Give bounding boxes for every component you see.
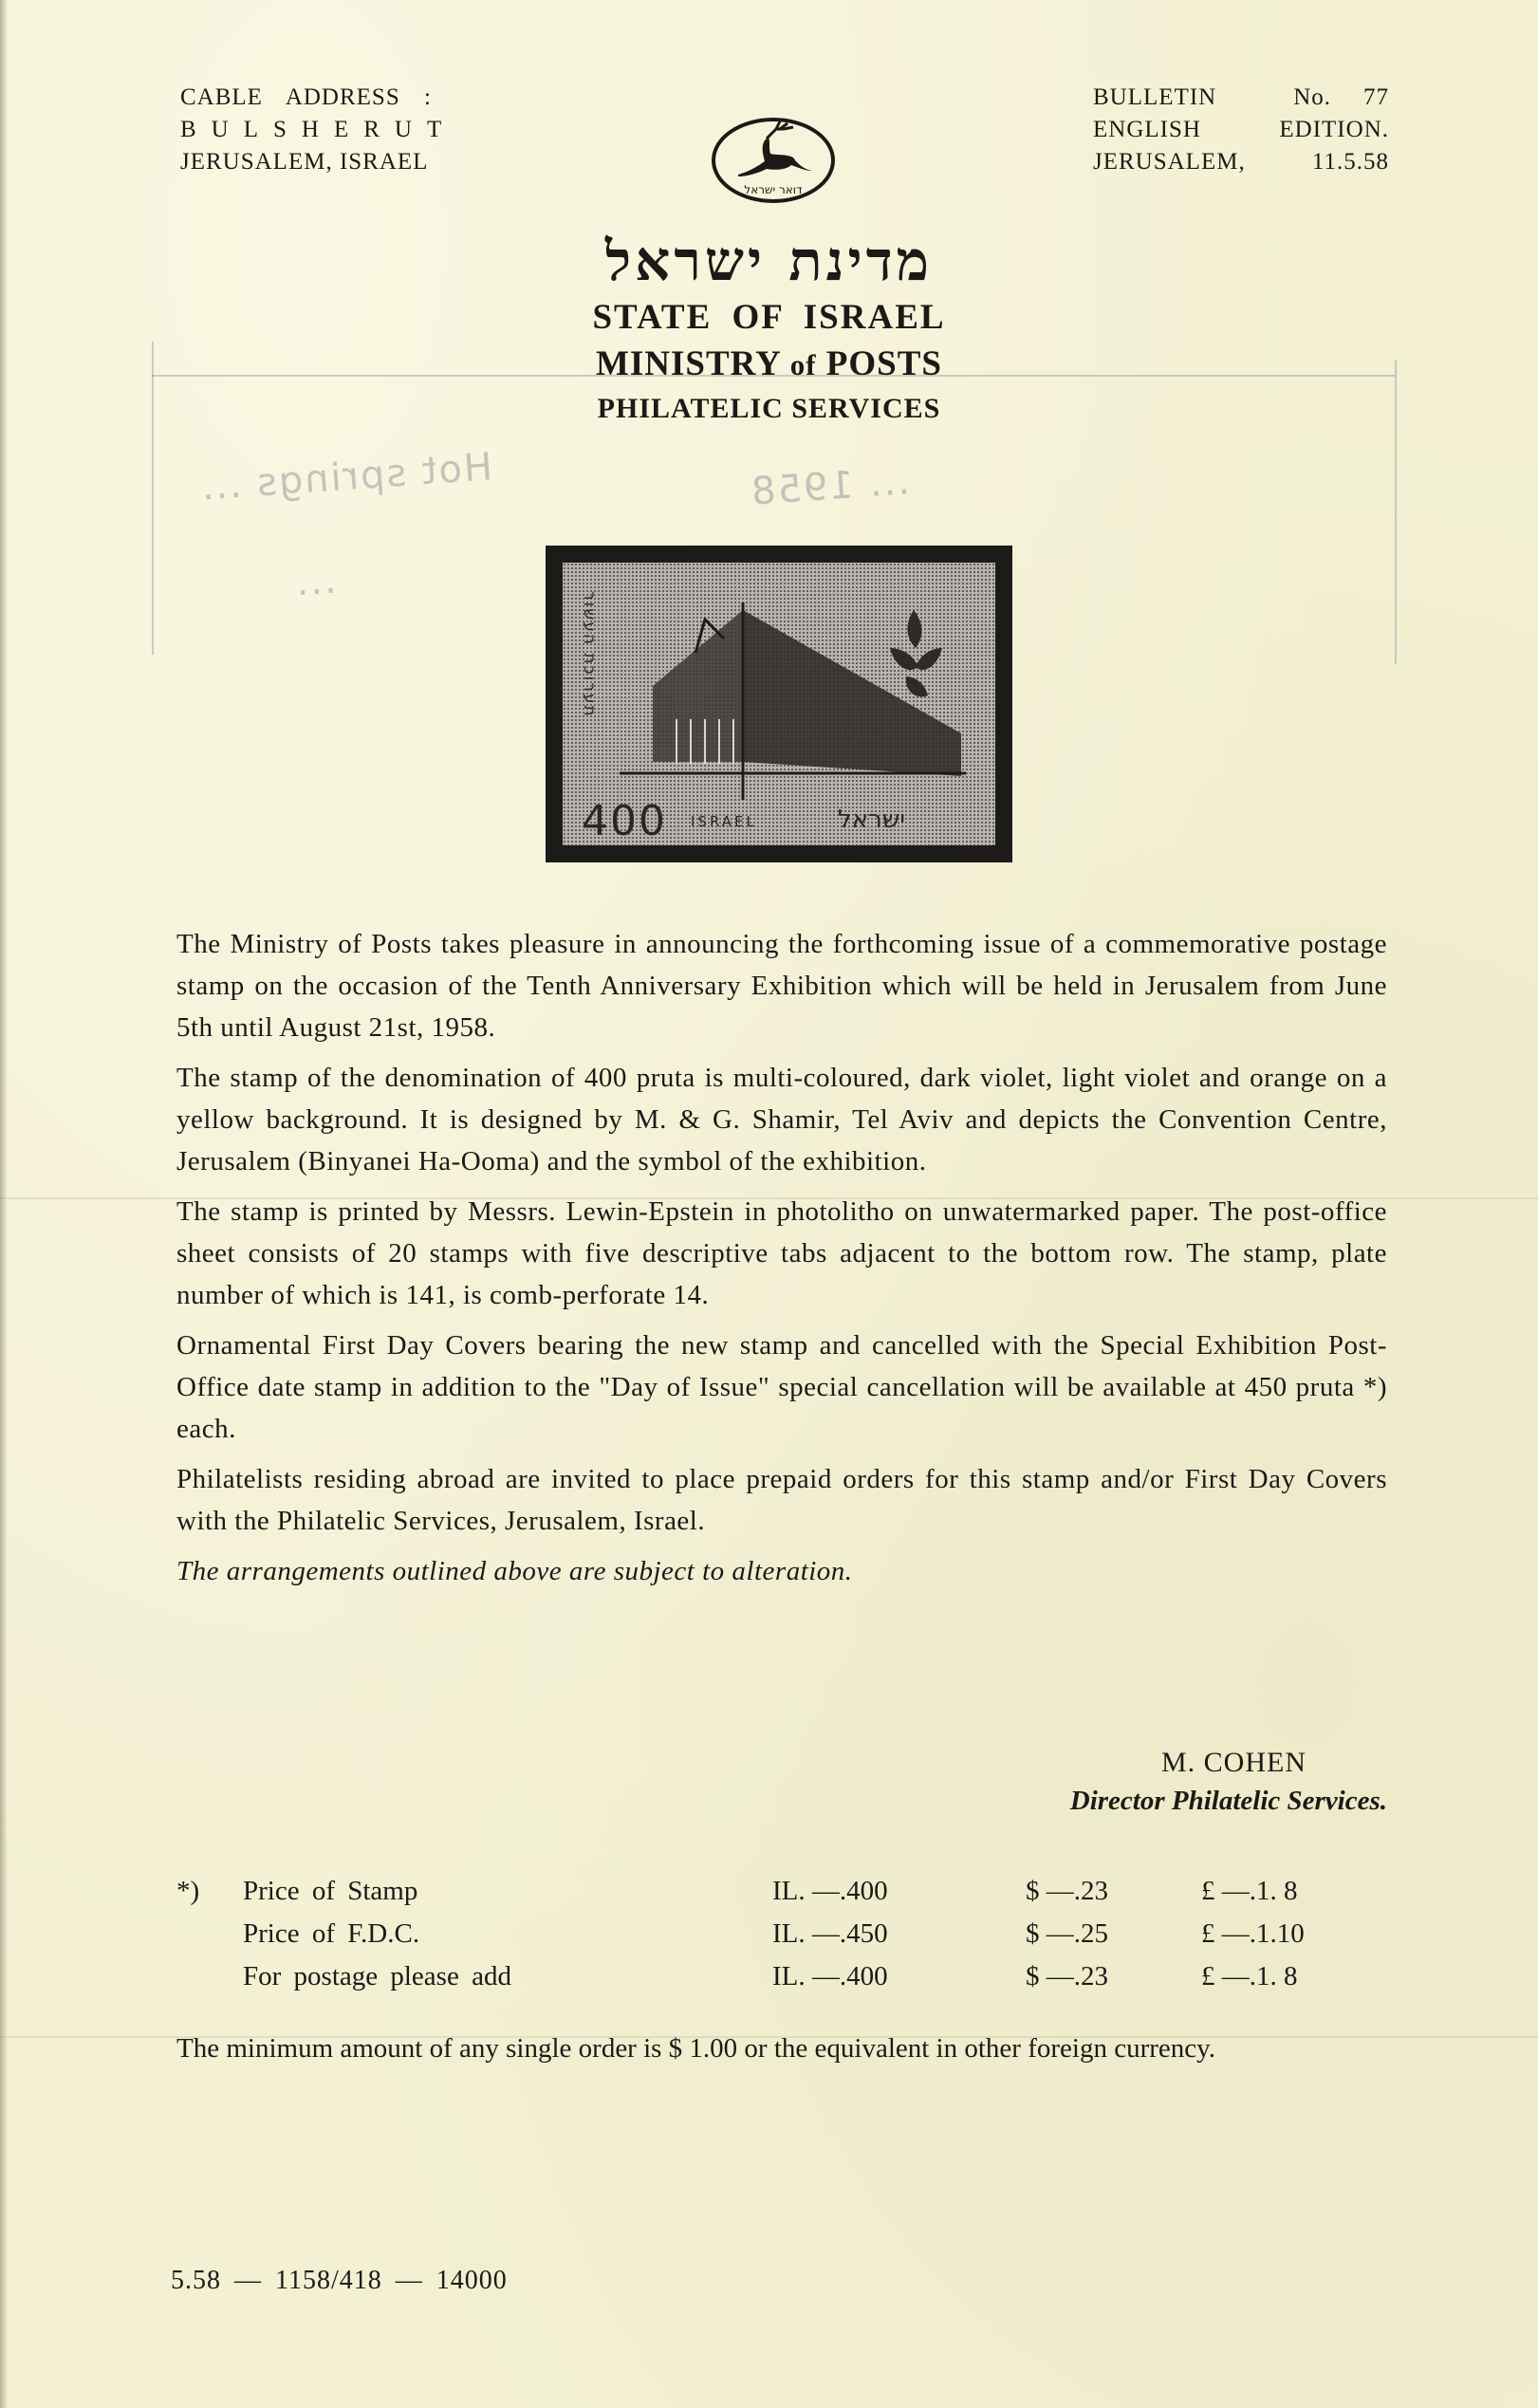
price-row — [176, 1918, 1387, 1961]
paragraph-description: The stamp of the denomination of 400 pruta is multi-coloured, dark violet, light violet and orange on a yellow background. It is designed by M. & G. Shamir, Tel Aviv and depicts the Convention Centre, Jerusalem (Binyanei Ha-Ooma) and the symbol of the exhibition. — [176, 1063, 1387, 1176]
ministry-of: of — [789, 348, 817, 381]
ministry-word: MINISTRY — [595, 344, 781, 383]
price-row — [176, 1961, 1387, 2004]
paragraph-announcement: The Ministry of Posts takes pleasure in announcing the forthcoming issue of a commemorative postage stamp on the occasion of the Tenth Anniversary Exhibition which will be held in Jerusalem from June 5th until August 21st, 1958. — [176, 929, 1387, 1043]
philatelic-services-title: PHILATELIC SERVICES — [597, 393, 941, 424]
price-usd: $ —.25 — [1026, 1918, 1108, 1949]
bulletin-info-block — [1093, 82, 1389, 178]
postal-deer-emblem-icon — [710, 116, 837, 205]
stamp-illustration — [546, 546, 1012, 862]
price-usd: $ —.23 — [1026, 1961, 1108, 1991]
pencil-line-right — [1395, 361, 1397, 664]
state-title: STATE OF ISRAEL — [592, 298, 946, 337]
bulletin-date: 11.5.58 — [1311, 149, 1389, 175]
signatory-name: M. COHEN — [1160, 1747, 1306, 1778]
signature-block — [949, 1744, 1387, 1820]
paragraph-orders-abroad: Philatelists residing abroad are invited to place prepaid orders for this stamp and/or First Day Covers with the Philatelic Services, Jerusalem, Israel. — [176, 1464, 1387, 1536]
stamp-face — [563, 563, 995, 845]
price-gbp: £ —.1.10 — [1201, 1918, 1305, 1949]
bleed-through-note: ... 1958 — [748, 459, 912, 514]
hebrew-title: מדינת ישראל — [604, 229, 934, 293]
bulletin-city: JERUSALEM, — [1093, 149, 1246, 175]
price-gbp: £ —.1. 8 — [1201, 1961, 1298, 1991]
announcement-body — [176, 923, 1387, 1601]
ministry-posts: POSTS — [825, 344, 942, 383]
bulletin-no-label: No. — [1293, 84, 1331, 110]
stamp-country: ISRAEL — [691, 813, 757, 830]
disclaimer: The arrangements outlined above are subject to alteration. — [176, 1556, 853, 1586]
signatory-title: Director Philatelic Services. — [1069, 1786, 1387, 1816]
stamp-side-inscription: תערוכת העשור — [580, 591, 599, 718]
edition-language: ENGLISH — [1093, 117, 1201, 142]
stamp-country-hebrew: ישראל — [838, 806, 906, 834]
cable-address-city: JERUSALEM, ISRAEL — [180, 149, 429, 175]
edition-row — [1093, 114, 1389, 146]
bulletin-number-row — [1093, 82, 1389, 114]
footnote-mark: *) — [176, 1876, 200, 1906]
date-row — [1093, 146, 1389, 178]
bulletin-label: BULLETIN — [1093, 84, 1217, 110]
price-il: IL. —.450 — [772, 1918, 888, 1949]
bulletin-number: 77 — [1363, 84, 1389, 110]
price-usd: $ —.23 — [1026, 1876, 1108, 1906]
print-reference: 5.58 — 1158/418 — 14000 — [171, 2266, 508, 2295]
price-label: For postage please add — [243, 1961, 511, 1991]
price-table — [176, 1876, 1387, 2004]
price-il: IL. —.400 — [772, 1961, 888, 1991]
price-row — [176, 1876, 1387, 1918]
stamp-denomination: 400 — [582, 797, 667, 845]
bleed-through-note: Hot springs ... — [197, 445, 494, 509]
price-label: Price of F.D.C. — [243, 1918, 420, 1949]
cable-address-block — [180, 82, 456, 178]
price-label: Price of Stamp — [243, 1876, 418, 1906]
bleed-through-note: ... — [292, 558, 338, 605]
cable-address-label: CABLE ADDRESS : — [180, 84, 432, 110]
price-il: IL. —.400 — [772, 1876, 888, 1906]
paragraph-printing: The stamp is printed by Messrs. Lewin-Epstein in photolitho on unwatermarked paper. The post-office sheet consists of 20 stamps with five descriptive tabs adjacent to the bottom row. The stamp, plate number of which is 141, is comb-perforate 14. — [176, 1196, 1387, 1310]
exhibition-symbol-icon — [890, 610, 942, 696]
minimum-order-note: The minimum amount of any single order is $ 1.00 or the equivalent in other foreign currency. — [176, 2033, 1215, 2064]
cable-address-code: BULSHERUT — [180, 117, 457, 142]
price-gbp: £ —.1. 8 — [1201, 1876, 1298, 1906]
paragraph-first-day-covers: Ornamental First Day Covers bearing the new stamp and cancelled with the Special Exhibition Post-Office date stamp in addition to the "Day of Issue" special cancellation will be available at 450 pruta *) each. — [176, 1330, 1387, 1444]
edition-label: EDITION. — [1279, 117, 1389, 142]
pencil-line-left — [152, 342, 154, 655]
emblem-caption: דואר ישראל — [744, 183, 803, 196]
